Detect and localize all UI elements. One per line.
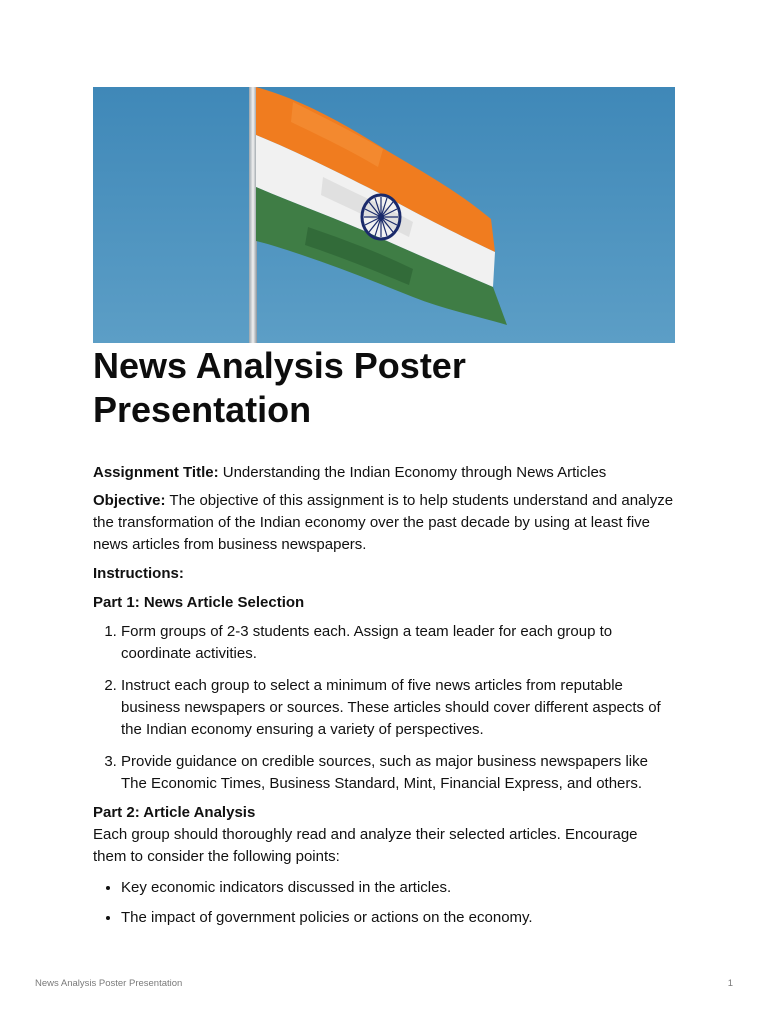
footer-title: News Analysis Poster Presentation: [35, 978, 183, 989]
page-title: News Analysis Poster Presentation: [93, 345, 466, 430]
list-item: 2. Instruct each group to select a minimum of five news articles from reputable business newspapers or sources. These articles should cover different aspects of the Indian economy ensuring a variety of perspectives.: [121, 675, 675, 741]
part2-list: [93, 877, 675, 929]
list-item: • Key economic indicators discussed in the articles.: [121, 877, 675, 899]
list-item: 3. Provide guidance on credible sources, such as major business newspapers like The Economic Times, Business Standard, Mint, Financial Express, and others.: [121, 751, 675, 795]
part2-text: Each group should thoroughly read and analyze their selected articles. Encourage them to consider the following points:: [93, 826, 638, 865]
part2-heading: Part 2: Article Analysis: [93, 804, 256, 821]
hero-image: [93, 87, 675, 343]
objective-value: The objective of this assignment is to help students understand and analyze the transformation of the Indian economy over the past decade by using at least five news articles from business newspapers.: [93, 492, 674, 553]
assignment-label: Assignment Title:: [93, 464, 219, 481]
list-item: 1. Form groups of 2-3 students each. Assign a team leader for each group to coordinate activities.: [121, 621, 675, 665]
instructions-heading: Instructions:: [93, 565, 184, 582]
document-body: [93, 344, 675, 937]
part1-list: [93, 621, 675, 795]
objective-label: Objective:: [93, 492, 166, 509]
list-item: • The impact of government policies or actions on the economy.: [121, 907, 675, 929]
assignment-title: [93, 462, 675, 484]
assignment-value: Understanding the Indian Economy through News Articles: [218, 464, 607, 481]
objective: [93, 490, 675, 556]
page-number: 1: [727, 978, 733, 989]
part1-heading: Part 1: News Article Selection: [93, 594, 305, 611]
indian-flag-image: [93, 87, 675, 343]
